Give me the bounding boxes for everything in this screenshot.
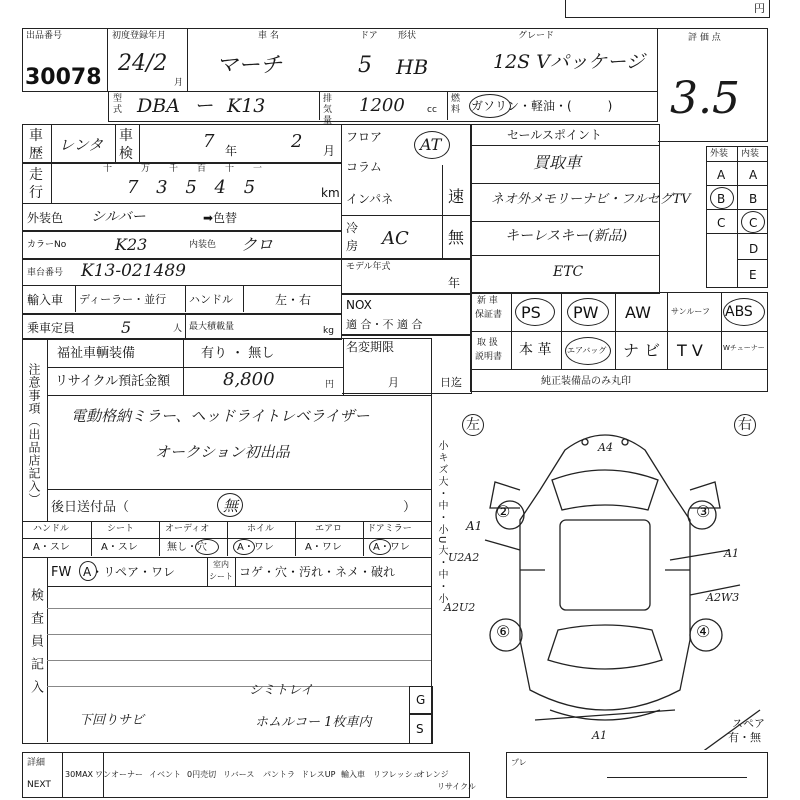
cond-v-1: A・スレ (101, 542, 138, 553)
history-label-b: 歴 (29, 146, 43, 162)
warranty-ps: PS (521, 303, 541, 322)
color-no-row (22, 230, 342, 260)
seat-value: コゲ・穴・汚れ・ネメ・破れ (239, 565, 396, 579)
grades-box (706, 146, 768, 288)
shift-box (342, 124, 472, 216)
condition-table (22, 522, 432, 558)
mileage-label-a: 走 (29, 167, 43, 183)
capacity-value: 5 (121, 318, 132, 337)
mileage-digit-h4: 十 (225, 164, 235, 174)
mileage-digit-h5: 一 (253, 164, 263, 174)
cond-v-3: A・ワレ (237, 542, 274, 553)
manual-navi: ナ ビ (623, 341, 661, 360)
grades-col-int: 内装 (741, 149, 760, 159)
grade-ext-b-circle (710, 187, 734, 209)
import-handle: 左・右 (275, 293, 312, 307)
shift-column: コラム (346, 160, 382, 174)
shift-at: AT (420, 135, 442, 154)
sales-point-4: ETC (553, 264, 584, 280)
diagram-right-label: 右 (738, 417, 752, 433)
load-label: 最大積載量 (189, 322, 235, 332)
after-label: 後日送付品（ (51, 500, 130, 515)
s-box (409, 714, 433, 744)
color-no-value: K23 (115, 235, 148, 254)
cond-mirror-circle (369, 539, 391, 555)
model-year-box (342, 258, 472, 294)
mileage-value: 7 3 5 4 5 (127, 177, 262, 198)
grade-value: 12S Vパッケージ (493, 51, 645, 73)
lot-number: 30078 (25, 65, 102, 90)
caution-line-1: 電動格納ミラー、ヘッドライトレベライザー (71, 407, 370, 425)
welfare-value: 有り ・ 無し (201, 346, 275, 361)
score-box (658, 28, 768, 142)
mileage-digit-h1: 万 (141, 164, 151, 174)
sales-points-label: セールスポイント (507, 128, 602, 142)
cond-v-5: A・ワレ (373, 542, 410, 553)
capacity-label: 乗車定員 (27, 321, 76, 335)
reg-month-unit: 月 (174, 78, 184, 88)
displacement-unit: cc (427, 105, 437, 115)
sales-point-1: 買取車 (533, 153, 582, 172)
cond-audio-circle (195, 539, 219, 555)
reg-box (108, 28, 188, 92)
after-close: ） (403, 500, 417, 515)
cond-h-5: ドアミラー (367, 524, 412, 534)
recycle-value: 8,800 (223, 369, 275, 390)
inspection-year-unit: 年 (225, 144, 238, 158)
diagram-side-legend: 小キズ大・中・小U大・中・小 (436, 440, 447, 606)
warranty-pw: PW (573, 303, 599, 322)
diagram-mark-a1-left: A1 (466, 519, 483, 533)
g-label: G (416, 693, 426, 707)
manual-tv: T V (677, 341, 703, 360)
fw-label: FW (51, 565, 72, 580)
import-handle-label: ハンドル (189, 293, 233, 306)
inspection-month-unit: 月 (323, 144, 336, 158)
color-row (22, 204, 342, 232)
wheel-label-2: ② (496, 502, 511, 521)
footer-tag-2: イベント (149, 770, 181, 779)
spare-value: 有・無 (728, 731, 761, 744)
inspection-note-3: 下回りサビ (79, 713, 145, 728)
mileage-digit-h3: 百 (197, 164, 207, 174)
recycle-label: リサイクル預託金額 (55, 374, 171, 389)
history-label-a: 車 (29, 128, 43, 144)
header-unit-box (565, 0, 770, 18)
inspection-month-value: 2 (291, 131, 303, 152)
manual-label-b: 説明書 (475, 352, 503, 362)
model-label: 型式 (113, 94, 123, 115)
grade-ext-a: A (717, 168, 726, 182)
warranty-aw: AW (625, 303, 651, 322)
score-label: 評 価 点 (688, 33, 721, 43)
sales-point-3: キーレスキー(新品) (505, 228, 628, 244)
fw-a-circle (79, 561, 97, 581)
diagram-mark-a1-bottom: A1 (592, 729, 607, 742)
name-change-label: 名変期限 (346, 340, 395, 354)
car-name-label: 車 名 (258, 31, 279, 41)
cond-v-4: A・ワレ (305, 542, 342, 553)
inspection-notes-label: 検査員記入 (28, 588, 43, 703)
capacity-row (22, 314, 342, 340)
door-value: 5 (358, 53, 372, 78)
car-roof (560, 520, 650, 610)
chassis-value: K13-021489 (81, 261, 186, 281)
warranty-pw-circle (567, 298, 609, 326)
cond-v-0: A・スレ (33, 542, 70, 553)
displacement-value: 1200 (359, 95, 405, 116)
nox-value: 適 合・不 適 合 (346, 318, 423, 331)
lot-box (22, 28, 108, 92)
car-name-value: マーチ (216, 53, 283, 78)
grade-ext-c: C (717, 216, 726, 230)
diagram-left-label: 左 (466, 417, 480, 433)
shift-at-circle (414, 131, 450, 159)
cond-h-1: シート (107, 524, 135, 534)
warranty-sunroof: サンルーフ (671, 307, 710, 316)
shape-value: HB (396, 55, 429, 79)
inspection-note-2: ホムルコー 1枚車内 (255, 715, 372, 730)
footer-tag-6: ドレスUP (301, 770, 336, 779)
warranty-abs: ABS (725, 304, 753, 320)
cond-h-0: ハンドル (33, 524, 70, 534)
cooling-label-b: 房 (346, 239, 359, 253)
score-value: 3.5 (670, 73, 740, 124)
displacement-label: 排気量 (323, 94, 333, 126)
cooling-none: 無 (448, 228, 465, 247)
ext-color-value: シルバー (91, 209, 146, 225)
ext-color-change: ➡色替 (203, 211, 238, 225)
import-row (22, 286, 342, 314)
fuel-label: 燃料 (451, 94, 461, 115)
footer-tag-0: 30MAX (65, 770, 94, 779)
name-change-day: 日迄 (440, 376, 462, 389)
model-code: K13 (227, 95, 266, 117)
g-box (409, 686, 433, 714)
cond-h-4: エアロ (315, 524, 343, 534)
load-unit: kg (323, 326, 334, 336)
cooling-value: AC (382, 228, 409, 249)
color-no-label: カラーNo (27, 240, 67, 250)
footer-tag-9: オレンジ (417, 770, 449, 779)
footer-ref-a: 詳細 (27, 758, 46, 768)
shift-panel: インパネ (346, 192, 394, 206)
fw-value: A・リペア・ワレ (83, 565, 175, 579)
grade-int-a: A (749, 168, 758, 182)
inspection-notes-box (22, 558, 432, 744)
car-box (188, 28, 658, 92)
mileage-label-b: 行 (29, 185, 43, 201)
warranty-label-b: 保証書 (475, 310, 503, 320)
mileage-digit-h0: 十 (103, 164, 113, 174)
warranty-label-a: 新 車 (477, 296, 498, 306)
cooling-box (342, 216, 472, 260)
chassis-row (22, 258, 342, 286)
nox-box (342, 294, 472, 336)
grade-int-e: E (749, 268, 757, 282)
warranty-ps-circle (515, 298, 555, 326)
car-rear-window (548, 625, 662, 669)
s-label: S (416, 722, 424, 736)
footer-tag-8: リフレッシュ (373, 770, 421, 779)
inspection-note-1: シミトレイ (249, 683, 314, 698)
diagram-mark-a2w3: A2W3 (706, 591, 740, 604)
cond-v-2: 無し・穴 (167, 542, 207, 553)
welfare-label: 福祉車輌装備 (57, 346, 136, 361)
wheel-label-6: ⑥ (496, 622, 511, 641)
footer-tag-3: 0円売切 (187, 770, 217, 779)
cond-h-2: オーディオ (165, 524, 210, 534)
manual-wtuner: Wチューナー (723, 344, 765, 352)
recycle-unit: 円 (325, 380, 335, 390)
mileage-unit: km (321, 186, 340, 200)
diagram-mark-u2a2: U2A2 (448, 551, 480, 564)
caution-box (22, 338, 432, 522)
grade-int-b: B (749, 192, 758, 206)
after-value-circle (217, 493, 243, 517)
fuel-options: ガソリン・軽油・( ) (471, 99, 613, 113)
diagram-mark-a1-right: A1 (724, 547, 739, 560)
model-dash: ー (194, 95, 214, 117)
manual-label-a: 取 扱 (477, 338, 498, 348)
interior-color-value: クロ (241, 235, 274, 254)
door-label: ドア (360, 31, 378, 41)
mileage-digit-h2: 千 (169, 164, 179, 174)
spare-label: スペア (732, 717, 765, 730)
car-windshield (552, 470, 658, 510)
interior-color-label: 内装色 (189, 240, 217, 250)
footer-tag-7: 輸入車 (341, 770, 365, 779)
footer-tag-4: リバース (223, 770, 255, 779)
mileage-row (22, 162, 342, 204)
model-prefix: DBA (137, 95, 180, 117)
fuel-gasoline-circle (469, 94, 511, 118)
cond-wheel-circle (233, 539, 255, 555)
after-value: 無 (223, 497, 239, 515)
equipment-box (470, 292, 768, 392)
model-year-label: モデル年式 (346, 262, 391, 272)
name-change-month: 月 (388, 376, 399, 389)
nox-label: NOX (346, 298, 372, 312)
header-unit: 円 (754, 2, 765, 15)
capacity-unit: 人 (173, 324, 183, 334)
reg-value: 24/2 (118, 51, 168, 76)
cond-h-3: ホイル (247, 524, 275, 534)
footer-ref-b: NEXT (27, 780, 51, 790)
grade-int-d: D (749, 242, 759, 256)
inspection-label-a: 車 (119, 128, 133, 144)
grade-int-c-circle (741, 211, 765, 233)
import-type: ディーラー・並行 (79, 293, 167, 306)
footer-box (506, 752, 768, 798)
history-row (22, 124, 342, 164)
grade-int-c: C (749, 216, 758, 230)
sales-point-2: ネオ外メモリーナビ・フルセグTV (491, 192, 691, 207)
reg-label: 初度登録年月 (112, 31, 167, 41)
lot-label: 出品番号 (26, 31, 63, 41)
shape-label: 形状 (398, 31, 417, 41)
model-year-unit: 年 (448, 276, 461, 290)
grade-label: グレード (518, 31, 555, 41)
footer-tag-1: ワンオーナー (95, 770, 143, 779)
shift-speed: 速 (448, 187, 465, 206)
footer-tag-5: パントラ (263, 770, 295, 779)
inspection-year-value: 7 (203, 131, 215, 152)
inspection-label-b: 検 (119, 146, 133, 162)
shift-floor: フロア (346, 130, 383, 144)
diagram-mark-a4: A4 (598, 441, 613, 454)
caution-line-2: オークション初出品 (155, 443, 290, 461)
manual-airbag-circle (565, 337, 611, 365)
sales-points-box (470, 124, 691, 294)
warranty-abs-circle (723, 298, 765, 326)
seat-label-b: シート (209, 572, 233, 581)
chassis-label: 車台番号 (27, 268, 64, 278)
equip-note: 純正装備品のみ丸印 (541, 376, 631, 387)
wheel-label-3: ③ (696, 502, 711, 521)
caution-label: 注意事項（出品店記入） (27, 363, 41, 506)
manual-airbag: エアバッグ (567, 346, 607, 355)
footer-tag-10: リサイクル (437, 782, 476, 791)
footer-tags (62, 752, 476, 798)
car-diagram-svg (440, 410, 770, 750)
diagram-mark-a2u2: A2U2 (444, 601, 476, 614)
ext-color-label: 外装色 (27, 211, 64, 225)
import-label: 輸入車 (27, 293, 64, 307)
history-value: レンタ (59, 136, 104, 154)
seat-label-a: 室内 (213, 560, 229, 569)
grade-ext-b: B (717, 192, 726, 206)
manual-leather: 本 革 (519, 342, 552, 358)
cooling-label-a: 冷 (346, 221, 359, 235)
footer-box-label: プレ (511, 758, 527, 767)
grades-col-ext: 外装 (710, 149, 729, 159)
wheel-label-4: ④ (696, 622, 711, 641)
model-row (108, 92, 658, 126)
